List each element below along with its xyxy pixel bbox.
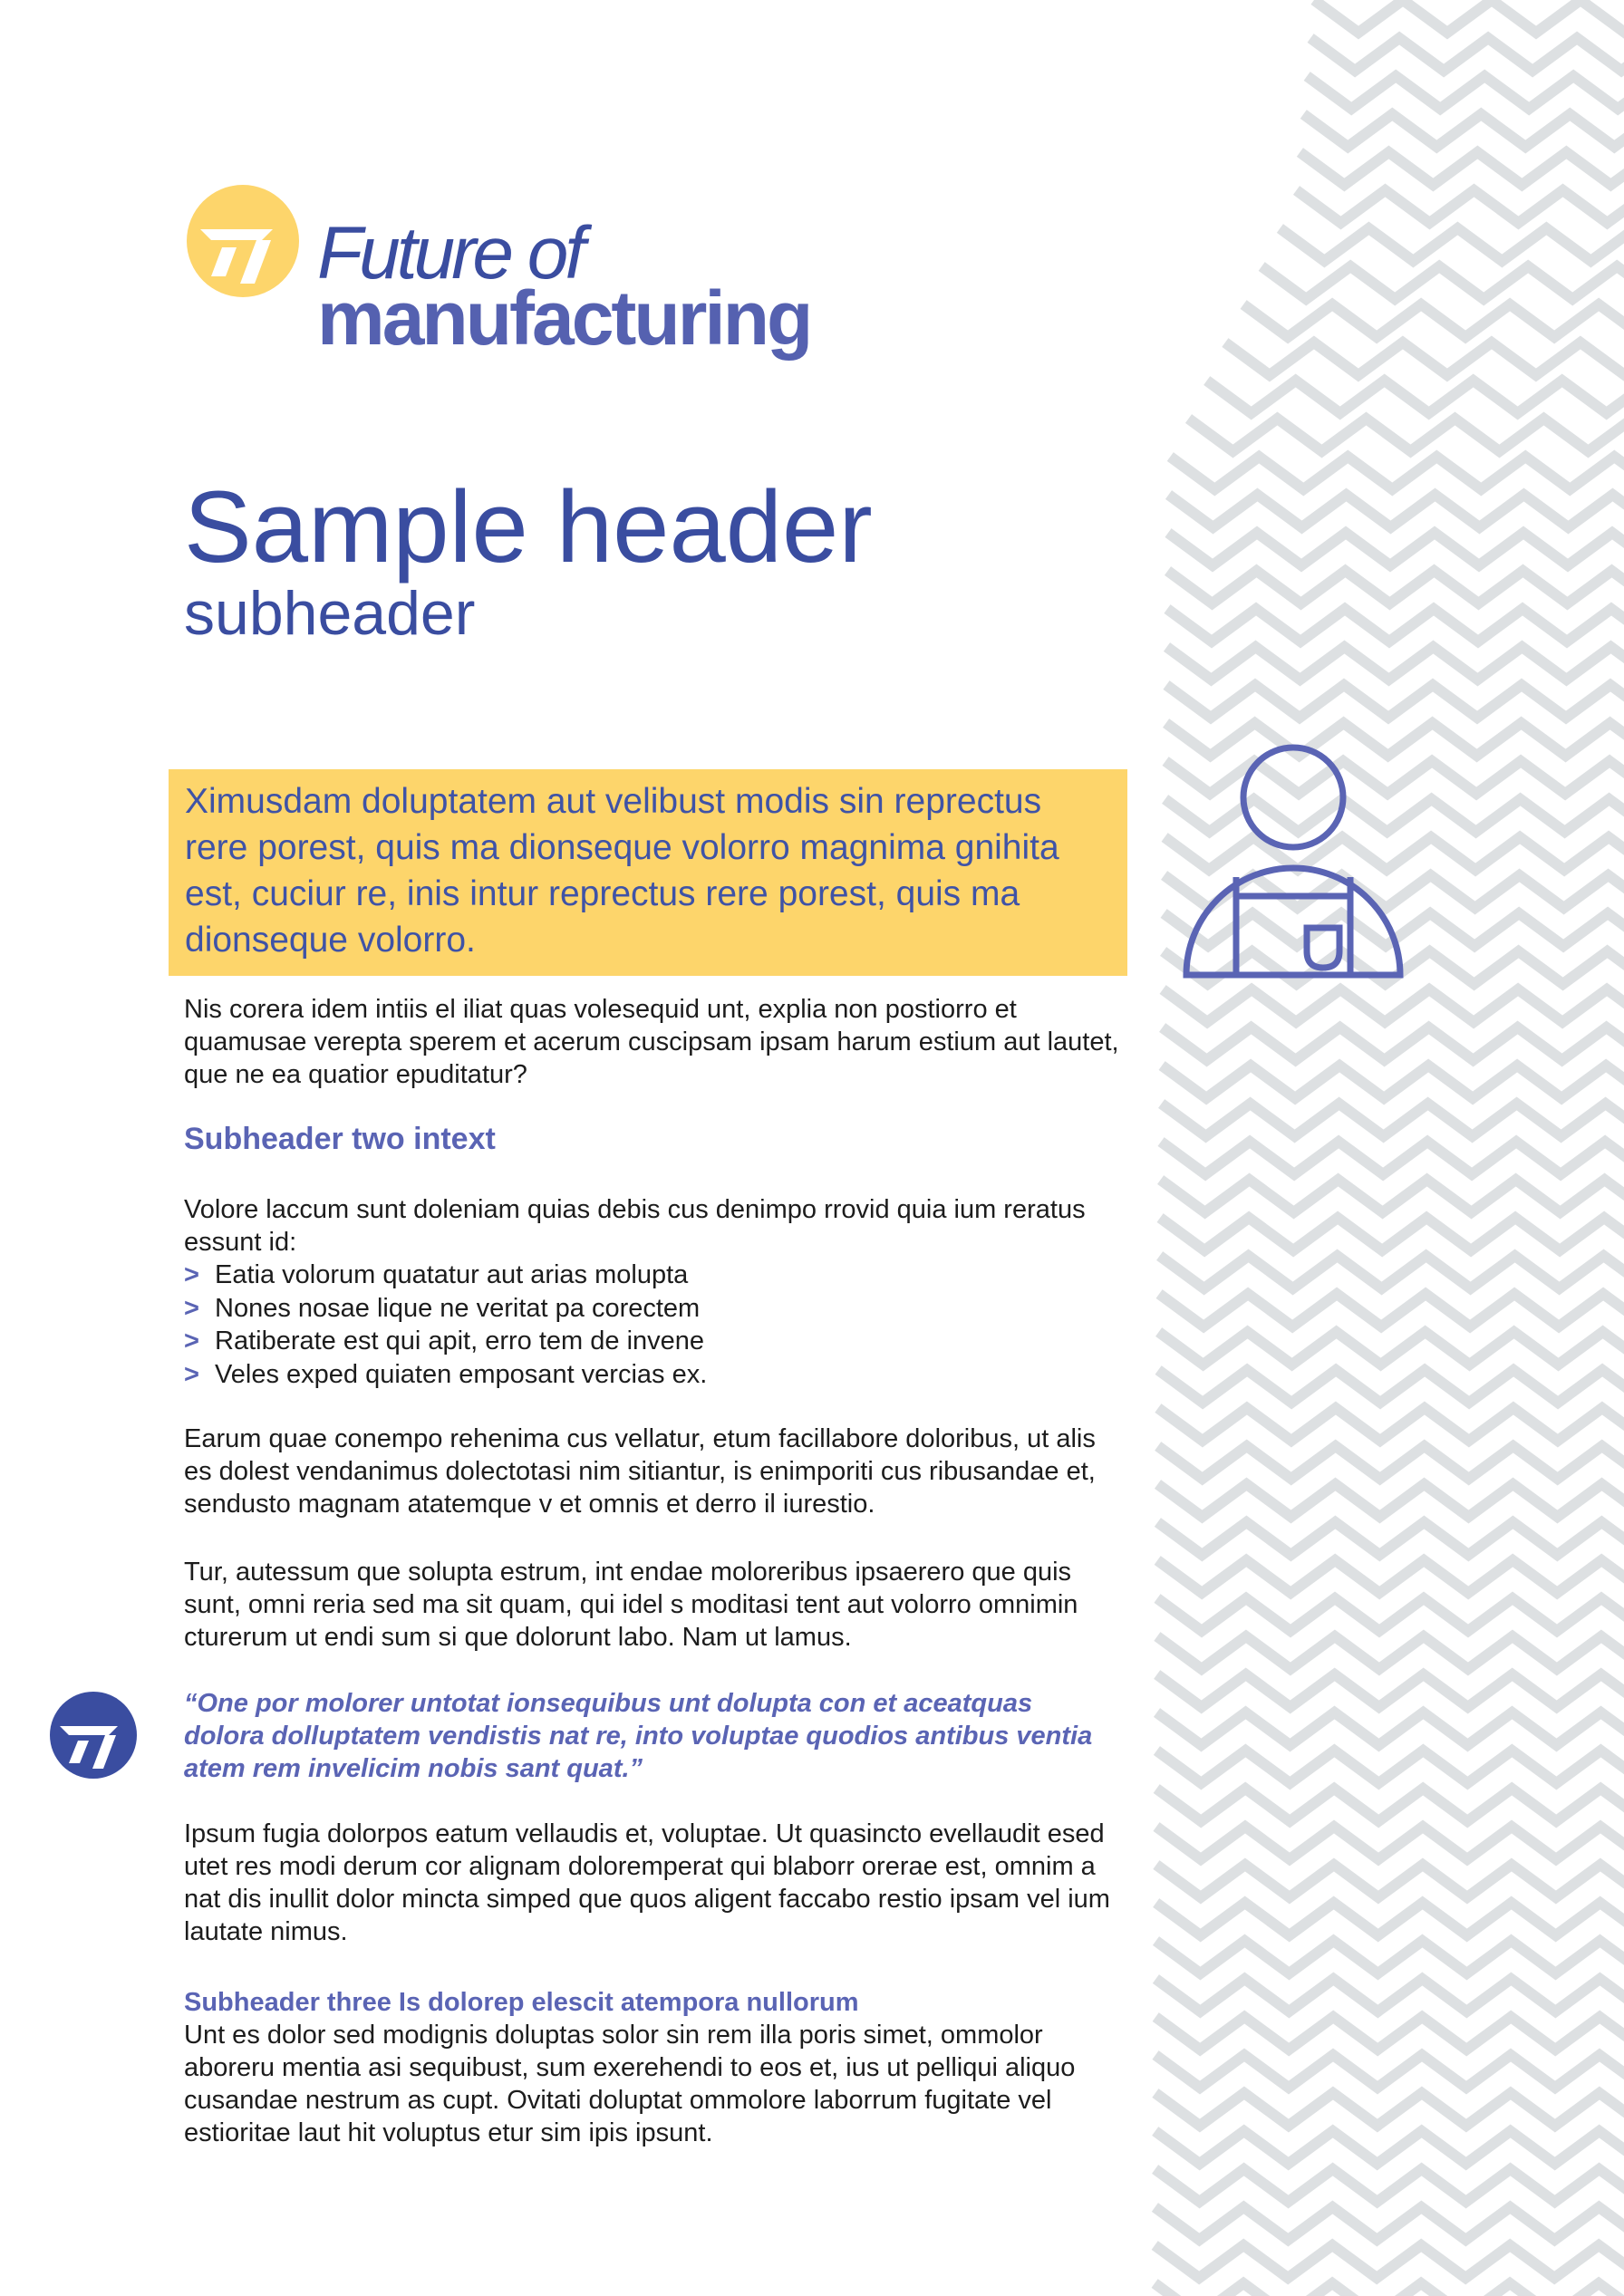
zigzag-stripe xyxy=(1160,1218,1624,1250)
page-subtitle: subheader xyxy=(184,579,476,648)
callout-text: Ximusdam doluptatem aut velibust modis sin reprectus rere porest, quis ma dionseque volorro magnima gnihita est, cuciur re, inis intur reprectus rere porest, quis ma dionseque volorro. xyxy=(185,782,1059,960)
zigzag-stripe xyxy=(1166,685,1624,718)
paragraph-2: Tur, autessum que solupta estrum, int endae moloreribus ipsaerero que quis sunt, omni reria sed ma sit quam, qui idel s moditasi tent aut volorro omnimin cturerum ut endi sum si que dolorunt labo. Nam ut lamus. xyxy=(184,1558,1078,1652)
zigzag-stripe xyxy=(1163,1027,1624,1060)
zigzag-stripe xyxy=(1158,1370,1624,1403)
zigzag-stripe xyxy=(1280,228,1624,261)
paragraph-4: Unt es dolor sed modignis doluptas solor sin rem illa poris simet, ommolor aboreru mentia asi sequibust, sum exerehendi to eos et, ius ut pelliqui aliquo cusandae nestrum as cupt. Ovitati doluptat ommolore laborrum fugitate vel estioritae laut hit voluptus etur sim ipis ipsunt. xyxy=(184,2021,1076,2147)
zigzag-stripe xyxy=(1162,1066,1624,1098)
page-title: Sample header xyxy=(184,470,873,584)
list-item: > Ratiberate est qui apit, erro tem de invene xyxy=(184,1325,707,1358)
paragraph-1: Earum quae conempo rehenima cus vellatur, etum facillabore doloribus, ut alis es dolest vendanimus dolectotasi nim sitiantur, is enimporiti cus ribusandae et, sendusto magnam atatemque v et omnis et derro il iurestio. xyxy=(184,1424,1096,1519)
zigzag-stripe xyxy=(1155,2093,1624,2126)
zigzag-stripe xyxy=(1167,609,1624,642)
zigzag-stripe xyxy=(1155,2169,1624,2202)
zigzag-stripe xyxy=(1155,2245,1624,2278)
zigzag-stripe xyxy=(1169,495,1624,527)
zigzag-stripe xyxy=(1158,1408,1624,1441)
zigzag-stripe xyxy=(1158,1484,1624,1517)
zigzag-stripe xyxy=(1159,1294,1624,1326)
paragraph-3: Ipsum fugia dolorpos eatum vellaudis et, voluptae. Ut quasincto evellaudit esed utet res modi derum cor alignam doloremperat qui blaborr orerae est, omnim a nat dis inullit dolor mincta simped que quos aligent faccabo restio ipsam vel ium lautate nimus. xyxy=(184,1819,1110,1946)
bullet-list xyxy=(184,1259,707,1391)
logo-text-line1: Future of xyxy=(317,212,583,294)
zigzag-stripe xyxy=(1168,533,1624,565)
zigzag-stripe xyxy=(1168,571,1624,603)
worker-icon xyxy=(1178,741,1405,981)
zigzag-stripe xyxy=(1243,304,1624,337)
zigzag-stripe xyxy=(1297,190,1624,223)
zigzag-stripe xyxy=(1156,1789,1624,1821)
list-intro: Volore laccum sunt doleniam quias debis cus denimpo rrovid quia ium reratus essunt id: xyxy=(184,1195,1086,1257)
zigzag-stripe xyxy=(1163,989,1624,1022)
zigzag-stripe xyxy=(1167,647,1624,680)
zigzag-stripe xyxy=(1157,1560,1624,1593)
list-item: > Nones nosae lique ne veritat pa corectem xyxy=(184,1292,707,1326)
zigzag-stripe xyxy=(1157,1522,1624,1555)
zigzag-stripe xyxy=(1155,2055,1624,2088)
zigzag-stripe xyxy=(1156,1827,1624,1859)
zigzag-stripe xyxy=(1225,342,1624,375)
zigzag-stripe xyxy=(1157,1636,1624,1669)
zigzag-stripe xyxy=(1307,76,1624,109)
zigzag-stripe xyxy=(1207,381,1624,413)
chevron-right-icon: > xyxy=(184,1326,199,1355)
zigzag-stripe xyxy=(1314,0,1624,33)
zigzag-stripe xyxy=(1155,2283,1624,2296)
zigzag-stripe xyxy=(1170,457,1624,489)
chevron-right-icon: > xyxy=(184,1359,199,1389)
subheader-three: Subheader three Is dolorep elescit atempora nullorum xyxy=(184,1988,859,2017)
zigzag-stripe xyxy=(1159,1332,1624,1365)
zigzag-stripe xyxy=(1310,38,1624,71)
zigzag-stripe xyxy=(1158,1446,1624,1479)
list-item: > Veles exped quiaten emposant vercias ex. xyxy=(184,1358,707,1392)
callout-box xyxy=(169,769,1127,976)
zigzag-stripe xyxy=(1155,2017,1624,2050)
zigzag-stripe xyxy=(1157,1674,1624,1707)
zigzag-stripe xyxy=(1262,266,1624,299)
quote-logo-icon xyxy=(49,1691,138,1780)
chevron-right-icon: > xyxy=(184,1293,199,1323)
zigzag-stripe xyxy=(1156,1941,1624,1973)
zigzag-stripe xyxy=(1155,2207,1624,2240)
logo xyxy=(186,184,811,361)
intro-paragraph: Nis corera idem intiis el iliat quas volesequid unt, explia non postiorro et quamusae verepta sperem et acerum cuscipsam ipsam harum estium aut lautet, que ne ea quatior epuditatur? xyxy=(184,995,1119,1089)
zigzag-stripe xyxy=(1303,114,1624,147)
zigzag-stripe xyxy=(1162,1104,1624,1136)
zigzag-stripe xyxy=(1157,1598,1624,1631)
zigzag-stripe xyxy=(1155,2131,1624,2164)
chevron-right-icon: > xyxy=(184,1260,199,1289)
zigzag-stripe xyxy=(1300,152,1624,185)
zigzag-stripe xyxy=(1160,1256,1624,1288)
logo-text-line2: manufacturing xyxy=(317,275,811,361)
zigzag-stripe xyxy=(1155,1979,1624,2011)
list-item: > Eatia volorum quatatur aut arias molupta xyxy=(184,1259,707,1292)
zigzag-stripe xyxy=(1157,1712,1624,1745)
zigzag-stripe xyxy=(1156,1751,1624,1783)
zigzag-stripe xyxy=(1189,419,1624,451)
subheader-two: Subheader two intext xyxy=(184,1122,496,1156)
zigzag-stripe xyxy=(1161,1180,1624,1212)
future-of-manufacturing-logo-icon xyxy=(186,184,300,298)
zigzag-stripe xyxy=(1156,1903,1624,1935)
zigzag-stripe xyxy=(1156,1865,1624,1897)
pull-quote: “One por molorer untotat ionsequibus unt dolupta con et aceatquas dolora dolluptatem vendistis nat re, into voluptae quodios antibus ventia atem rem invelicim nobis sant quat.” xyxy=(184,1689,1093,1783)
zigzag-stripe xyxy=(1161,1142,1624,1174)
